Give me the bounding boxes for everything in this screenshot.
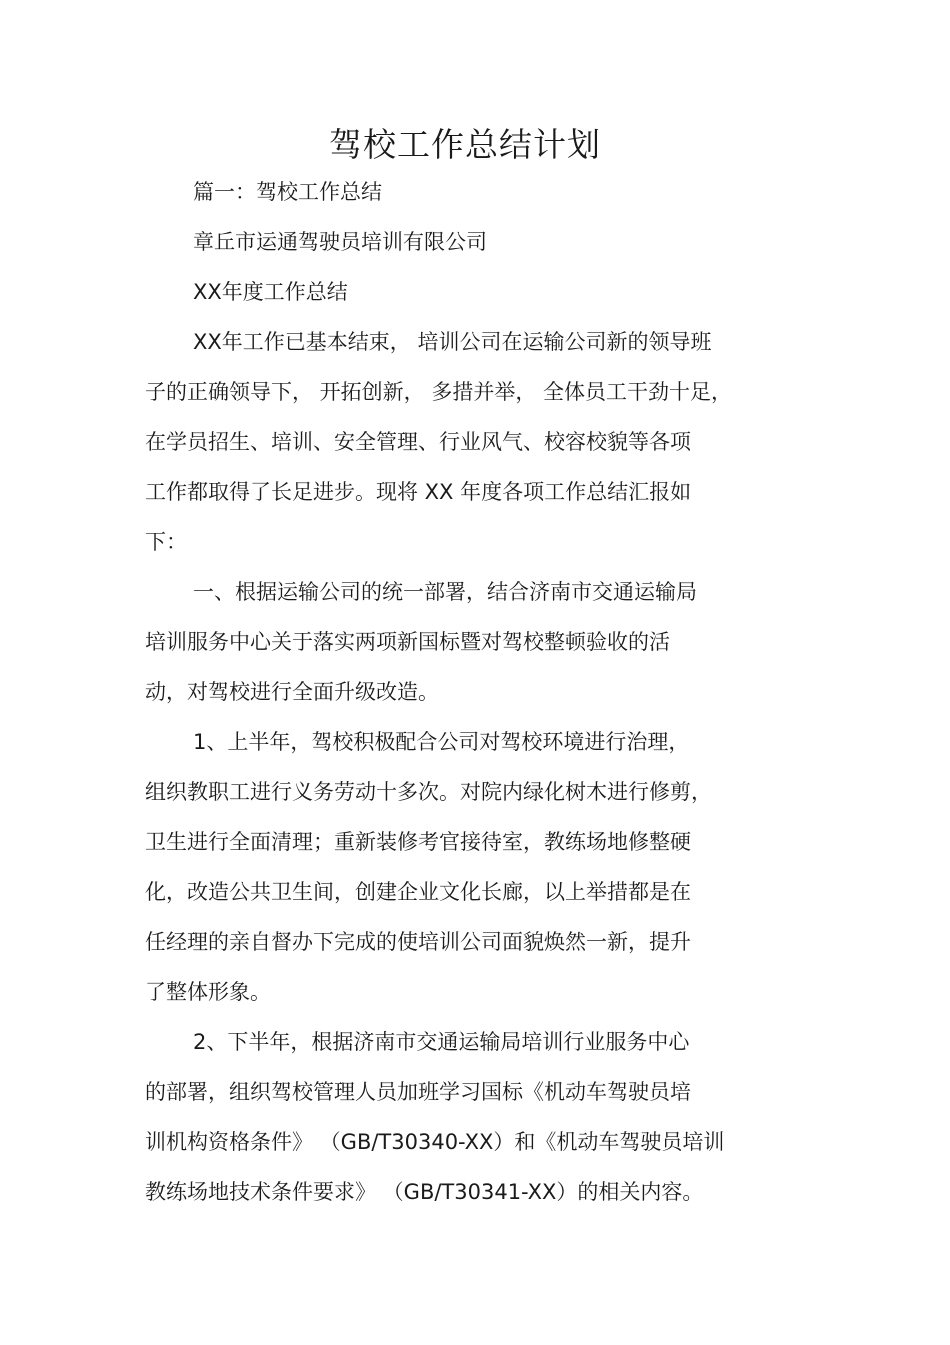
paragraph-line: 2、下半年，根据济南市交通运输局培训行业服务中心 [193, 1030, 690, 1054]
document-title: 驾校工作总结计划 [329, 125, 601, 164]
section-heading: 篇一：驾校工作总结 [193, 180, 382, 204]
paragraph-line: 动，对驾校进行全面升级改造。 [145, 680, 439, 704]
paragraph-line: 教练场地技术条件要求》 （GB/T30341-XX）的相关内容。 [145, 1180, 704, 1204]
paragraph-line: 的部署，组织驾校管理人员加班学习国标《机动车驾驶员培 [145, 1080, 691, 1104]
paragraph-line: 卫生进行全面清理；重新装修考官接待室，教练场地修整硬 [145, 830, 691, 854]
paragraph-line: 子的正确领导下， 开拓创新， 多措并举， 全体员工干劲十足， [145, 380, 733, 404]
paragraph-line: XX年工作已基本结束， 培训公司在运输公司新的领导班 [193, 330, 712, 354]
paragraph-line: 1、上半年，驾校积极配合公司对驾校环境进行治理， [193, 730, 690, 754]
paragraph-line: 一、根据运输公司的统一部署，结合济南市交通运输局 [193, 580, 697, 604]
report-subtitle: XX年度工作总结 [193, 280, 348, 304]
paragraph-line: 化，改造公共卫生间，创建企业文化长廊，以上举措都是在 [145, 880, 691, 904]
paragraph-line: 在学员招生、培训、安全管理、行业风气、校容校貌等各项 [145, 430, 691, 454]
paragraph-line: 下： [145, 530, 187, 554]
paragraph-line: 组织教职工进行义务劳动十多次。对院内绿化树木进行修剪， [145, 780, 712, 804]
paragraph-line: 训机构资格条件》 （GB/T30340-XX）和《机动车驾驶员培训 [145, 1130, 725, 1154]
company-name: 章丘市运通驾驶员培训有限公司 [193, 230, 487, 254]
paragraph-line: 培训服务中心关于落实两项新国标暨对驾校整顿验收的活 [145, 630, 670, 654]
paragraph-line: 工作都取得了长足进步。现将 XX 年度各项工作总结汇报如 [145, 480, 692, 504]
paragraph-line: 任经理的亲自督办下完成的使培训公司面貌焕然一新，提升 [145, 930, 691, 954]
paragraph-line: 了整体形象。 [145, 980, 271, 1004]
